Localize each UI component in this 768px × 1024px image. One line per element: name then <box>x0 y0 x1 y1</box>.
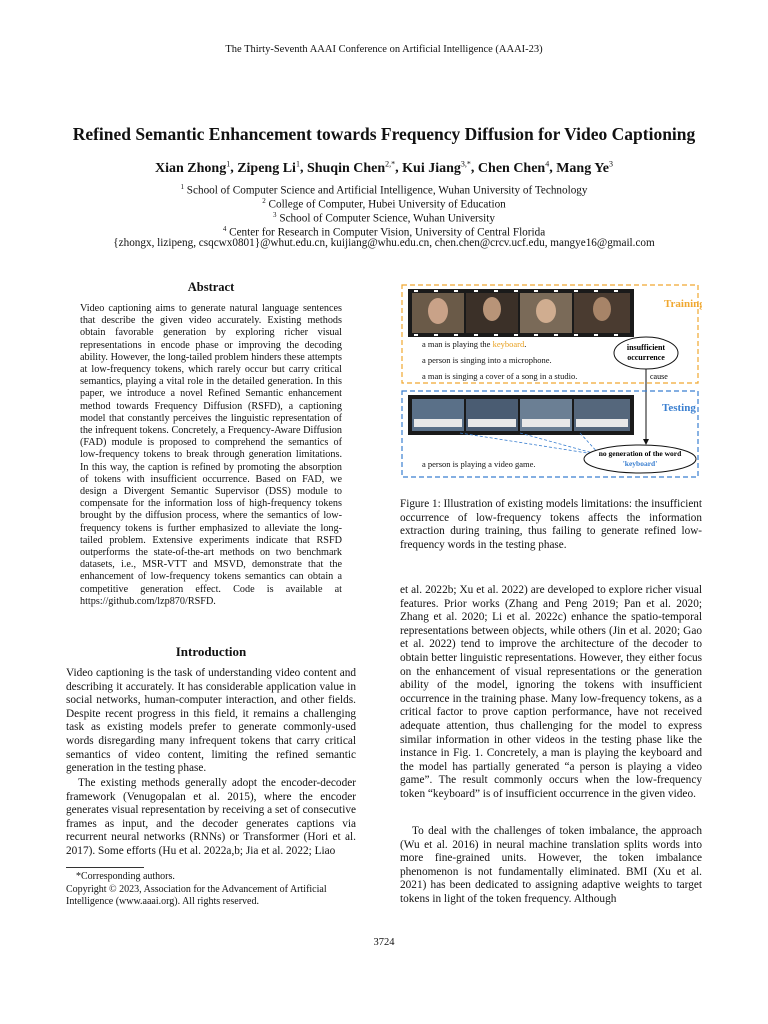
author: Xian Zhong$^1$ <box>155 159 231 176</box>
copyright-notice: Copyright © 2023, Association for the Advancement of Artificial Intelligence (www.aaai.org). All rights reserved. <box>66 884 327 907</box>
svg-text:no generation of the word: no generation of the word <box>598 449 682 458</box>
affiliation: $^3$ School of Computer Science, Wuhan University <box>273 211 495 225</box>
abstract-heading: Abstract <box>187 280 235 294</box>
author-emails: {zhongx, lizipeng, csqcwx0801}@whut.edu.cn, kuijiang@whu.edu.cn, chen.chen@crcv.ucf.edu, mangye16@gmail.com <box>113 237 655 249</box>
page-number: 3724 <box>373 937 395 948</box>
cause-label: cause <box>650 372 668 381</box>
intro-paragraph-2: The existing methods generally adopt the encoder-decoder framework (Venugopalan et al. 2015), where the encoder generates visual representation by receiving a set of consecutive frames as input, and the decoder generates captions via recurrent neural networks (RNNs) or Transformer (Hori et al. 2017). Some efforts (Hu et al. 2022a,b; Jia et al. 2022; Liao <box>66 777 356 857</box>
testing-video-frames <box>408 395 634 435</box>
introduction-heading: Introduction <box>175 644 247 659</box>
affiliation: $^2$ College of Computer, Hubei University of Education <box>262 197 506 211</box>
figure-caption: Figure 1: Illustration of existing models limitations: the insufficient occurrence of low-frequency tokens affects the information extraction during training, thus failing to generate refined low-frequency words in the testing phase. <box>400 498 702 551</box>
author: Chen Chen$^4$ <box>477 159 550 176</box>
right-paragraph-2: To deal with the challenges of token imbalance, the approach (Wu et al. 2016) in neural machine translation splits words into more fine-grained units. However, the token imbalance phenomenon is not fundamentally eliminated. BMI (Xu et al. 2021) has been dedicated to assigning adaptive weights to target tokens in light of the token frequency. Although <box>400 825 702 905</box>
right-paragraph-1: et al. 2022b; Xu et al. 2022) are developed to explore richer visual features. Prior works (Zhang and Peng 2019; Pan et al. 2020; Zhang et al. 2020; Li et al. 2022c) enhance the spatio-temporal representations between objects, while others (Jin et al. 2020; Gao et al. 2022) tend to improve the architecture of the decoder to obtain better linguistic representations. However, they either focus on the enhancement of visual representations or the generation ability of the model, ignoring the tokens with insufficient occurrence in the training phase. Many low-frequency tokens, as a critical factor to prove caption performance, have not received adequate attention, thus challenging for the model to express similar information in other videos in the testing phase like the instance in Fig. 1. Concretely, a man is playing the keyboard and the model has partially generated “a person is playing a video game”. The result commonly occurs when the low-frequency token “keyboard” is of insufficient occurrence in the given video. <box>400 584 702 800</box>
svg-text:occurrence: occurrence <box>627 353 665 362</box>
intro-paragraph-1: Video captioning is the task of understanding video content and describing it accurately. It has considerable application value in social networks, human-computer interaction, and other fields. Despite recent progress in this field, it remains a challenging task as existing models prefer to generate commonly-used words disregarding many infrequent tokens that carry critical semantics of video content, limiting the refined semantic generation in the testing phase. <box>66 667 356 775</box>
author: Zipeng Li$^1$ <box>237 159 300 176</box>
author-list: Xian Zhong$^1$, Zipeng Li$^1$, Shuqin Chen$^{2,*}$, Kui Jiang$^{3,*}$, Chen Chen$^4$, Mang Ye$^3$ <box>155 159 613 176</box>
testing-label: Testing <box>662 402 696 414</box>
test-caption: a person is playing a video game. <box>422 459 536 469</box>
corresponding-footnote: *Corresponding authors. <box>76 871 175 882</box>
training-label: Training <box>664 298 702 310</box>
footnote-rule <box>66 867 144 868</box>
train-caption-2: a person is singing into a microphone. <box>422 355 552 365</box>
affiliation: $^1$ School of Computer Science and Artificial Intelligence, Wuhan University of Technology <box>180 183 588 197</box>
affiliation: $^4$ Center for Research in Computer Vision, University of Central Florida <box>222 225 546 239</box>
paper-title: Refined Semantic Enhancement towards Frequency Diffusion for Video Captioning <box>72 124 696 144</box>
train-caption-3: a man is singing a cover of a song in a studio. <box>422 371 578 381</box>
conference-header: The Thirty-Seventh AAAI Conference on Artificial Intelligence (AAAI-23) <box>225 44 543 55</box>
author: Kui Jiang$^{3,*}$ <box>402 159 471 176</box>
train-caption-1: a man is playing the keyboard. <box>422 339 527 349</box>
author: Mang Ye$^3$ <box>556 159 613 176</box>
svg-text:insufficient: insufficient <box>626 343 666 352</box>
training-video-frames <box>408 289 634 337</box>
figure-1 <box>400 283 702 483</box>
svg-text:'keyboard': 'keyboard' <box>622 459 658 468</box>
abstract-text: Video captioning aims to generate natural language sentences that describe the given video accurately. Existing methods obtain favorable generation by exploring richer visual representations in encode phase or improving the decoding ability. However, the long-tailed problem hinders these attempts at low-frequency tokens, which rarely occur but carry critical semantics, playing a vital role in the detailed generation. In this paper, we introduce a novel Refined Semantic enhancement method towards Frequency Diffusion (RSFD), a captioning model that constantly perceives the linguistic representation of the infrequent tokens. Concretely, a Frequency-Aware Diffusion (FAD) module is proposed to comprehend the semantics of low-frequency tokens to break through generation limitations. In this way, the caption is refined by promoting the absorption of tokens with insufficient occurrence. Based on FAD, we design a Divergent Semantic Supervisor (DSS) module to compensate for the information loss of high-frequency tokens brought by the diffusion process, where the semantics of low-frequency tokens is further emphasized to alleviate the long-tailed problem. Extensive experiments indicate that RSFD outperforms the state-of-the-art methods on two benchmark datasets, i.e., MSR-VTT and MSVD, demonstrate that the enhancement of low-frequency tokens semantics can obtain a competitive generation effect. Code is available at https://github.com/lzp870/RSFD. <box>80 303 342 607</box>
author: Shuqin Chen$^{2,*}$ <box>306 159 396 176</box>
